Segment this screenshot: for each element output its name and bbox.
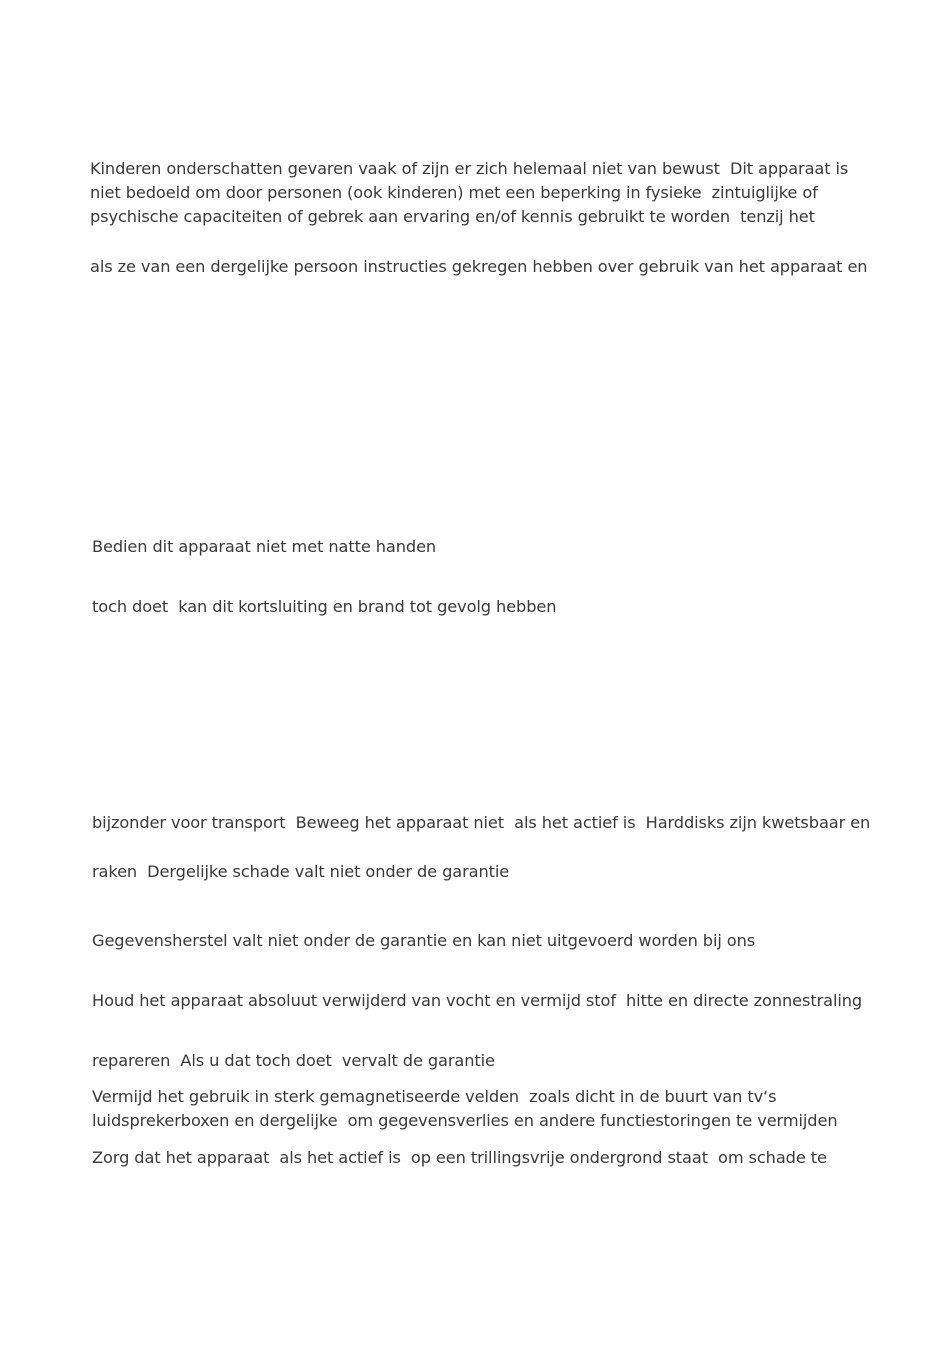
text-line: toch doet kan dit kortsluiting en brand tot gevolg hebben <box>92 597 557 616</box>
text-line: luidsprekerboxen en dergelijke om gegevensverlies en andere functiestoringen te vermijden <box>92 1111 838 1130</box>
text-line: Kinderen onderschatten gevaren vaak of zijn er zich helemaal niet van bewust Dit apparaat is <box>90 159 849 178</box>
text-line: Gegevensherstel valt niet onder de garantie en kan niet uitgevoerd worden bij ons <box>92 931 756 950</box>
text-line: bijzonder voor transport Beweeg het apparaat niet als het actief is Harddisks zijn kwetsbaar en <box>92 813 871 832</box>
text-line: Bedien dit apparaat niet met natte handen <box>92 537 437 556</box>
text-line: repareren Als u dat toch doet vervalt de garantie <box>92 1051 495 1070</box>
text-line: Houd het apparaat absoluut verwijderd van vocht en vermijd stof hitte en directe zonnestraling <box>92 991 863 1010</box>
text-line: raken Dergelijke schade valt niet onder de garantie <box>92 862 510 881</box>
text-line: als ze van een dergelijke persoon instructies gekregen hebben over gebruik van het apparaat en <box>90 257 868 276</box>
text-line: niet bedoeld om door personen (ook kinderen) met een beperking in fysieke zintuiglijke of <box>90 183 818 202</box>
text-line: psychische capaciteiten of gebrek aan ervaring en/of kennis gebruikt te worden tenzij het <box>90 207 815 226</box>
text-line: Zorg dat het apparaat als het actief is op een trillingsvrije ondergrond staat om schade te <box>92 1148 827 1167</box>
text-line: Vermijd het gebruik in sterk gemagnetiseerde velden zoals dicht in de buurt van tv‘s <box>92 1087 777 1106</box>
